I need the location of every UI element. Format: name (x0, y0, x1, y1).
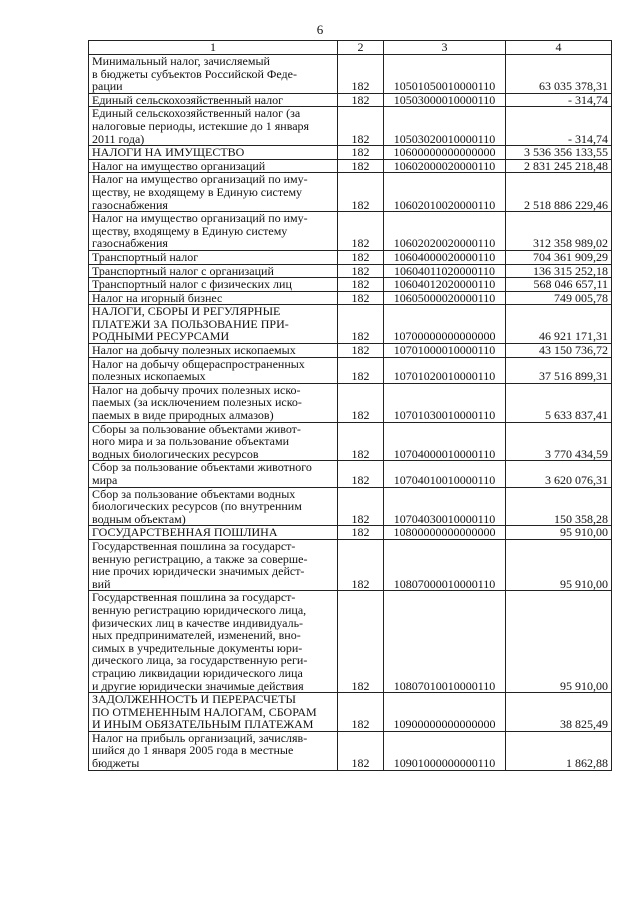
row-amount: 3 536 356 133,55 (506, 146, 612, 160)
row-admin-code: 182 (338, 693, 384, 732)
row-amount: 38 825,49 (506, 693, 612, 732)
row-kbk-code: 10605000020000110 (384, 291, 506, 305)
row-admin-code: 182 (338, 422, 384, 461)
row-admin-code: 182 (338, 731, 384, 770)
row-amount: 43 150 736,72 (506, 344, 612, 358)
row-admin-code: 182 (338, 344, 384, 358)
row-amount: 704 361 909,29 (506, 250, 612, 264)
table-row (89, 55, 612, 94)
row-admin-code: 182 (338, 93, 384, 107)
row-admin-code: 182 (338, 173, 384, 212)
table-header-row (89, 41, 612, 55)
row-name: Минимальный налог, зачисляемый в бюджеты субъектов Российской Феде- рации (89, 55, 338, 94)
row-name: ГОСУДАРСТВЕННАЯ ПОШЛИНА (89, 526, 338, 540)
row-amount: 2 831 245 218,48 (506, 159, 612, 173)
row-kbk-code: 10807000010000110 (384, 539, 506, 590)
table-row (89, 487, 612, 526)
row-admin-code: 182 (338, 291, 384, 305)
row-name: Налог на добычу общераспространенных полезных ископаемых (89, 357, 338, 383)
budget-revenue-table (88, 40, 612, 771)
row-kbk-code: 10602020020000110 (384, 212, 506, 251)
row-amount: 5 633 837,41 (506, 383, 612, 422)
row-kbk-code: 10501050010000110 (384, 55, 506, 94)
row-amount: 95 910,00 (506, 526, 612, 540)
row-kbk-code: 10700000000000000 (384, 305, 506, 344)
row-kbk-code: 10600000000000000 (384, 146, 506, 160)
row-admin-code: 182 (338, 305, 384, 344)
row-amount: 312 358 989,02 (506, 212, 612, 251)
row-amount: 568 046 657,11 (506, 278, 612, 292)
row-name: Единый сельскохозяйственный налог (за налоговые периоды, истекшие до 1 января 2011 года) (89, 107, 338, 146)
column-header-3: 3 (384, 41, 506, 55)
row-kbk-code: 10503000010000110 (384, 93, 506, 107)
row-kbk-code: 10503020010000110 (384, 107, 506, 146)
table-row (89, 107, 612, 146)
table-row (89, 731, 612, 770)
row-name: Налог на добычу прочих полезных иско- паемых (за исключением полезных иско- паемых в виде природных алмазов) (89, 383, 338, 422)
column-header-2: 2 (338, 41, 384, 55)
table-row (89, 357, 612, 383)
row-name: Сбор за пользование объектами животного мира (89, 461, 338, 487)
row-name: Налог на добычу полезных ископаемых (89, 344, 338, 358)
row-name: ЗАДОЛЖЕННОСТЬ И ПЕРЕРАСЧЕТЫ ПО ОТМЕНЕННЫМ НАЛОГАМ, СБОРАМ И ИНЫМ ОБЯЗАТЕЛЬНЫМ ПЛАТЕЖАМ (89, 693, 338, 732)
row-name: Сборы за пользование объектами живот- ного мира и за пользование объектами водных биологических ресурсов (89, 422, 338, 461)
table-row (89, 693, 612, 732)
row-kbk-code: 10704000010000110 (384, 422, 506, 461)
row-admin-code: 182 (338, 250, 384, 264)
row-amount: - 314,74 (506, 93, 612, 107)
row-kbk-code: 10704030010000110 (384, 487, 506, 526)
row-kbk-code: 10800000000000000 (384, 526, 506, 540)
row-amount: 1 862,88 (506, 731, 612, 770)
row-name: Налог на прибыль организаций, зачисляв- шийся до 1 января 2005 года в местные бюджеты (89, 731, 338, 770)
row-amount: 2 518 886 229,46 (506, 173, 612, 212)
row-admin-code: 182 (338, 146, 384, 160)
row-kbk-code: 10604000020000110 (384, 250, 506, 264)
row-kbk-code: 10602010020000110 (384, 173, 506, 212)
row-name: Транспортный налог с организаций (89, 264, 338, 278)
row-admin-code: 182 (338, 539, 384, 590)
table-row (89, 250, 612, 264)
row-name: Транспортный налог с физических лиц (89, 278, 338, 292)
row-admin-code: 182 (338, 212, 384, 251)
table-row (89, 146, 612, 160)
table-row (89, 461, 612, 487)
table-row (89, 291, 612, 305)
row-amount: - 314,74 (506, 107, 612, 146)
row-admin-code: 182 (338, 461, 384, 487)
row-admin-code: 182 (338, 487, 384, 526)
row-admin-code: 182 (338, 383, 384, 422)
row-kbk-code: 10604012020000110 (384, 278, 506, 292)
row-amount: 3 770 434,59 (506, 422, 612, 461)
row-admin-code: 182 (338, 264, 384, 278)
column-header-4: 4 (506, 41, 612, 55)
table-row (89, 278, 612, 292)
row-admin-code: 182 (338, 55, 384, 94)
row-amount: 95 910,00 (506, 539, 612, 590)
row-admin-code: 182 (338, 591, 384, 693)
table-row (89, 422, 612, 461)
row-name: НАЛОГИ НА ИМУЩЕСТВО (89, 146, 338, 160)
row-name: Сбор за пользование объектами водных биологических ресурсов (по внутренним водным объектам) (89, 487, 338, 526)
row-amount: 749 005,78 (506, 291, 612, 305)
row-kbk-code: 10704010010000110 (384, 461, 506, 487)
row-name: Транспортный налог (89, 250, 338, 264)
row-amount: 136 315 252,18 (506, 264, 612, 278)
row-kbk-code: 10900000000000000 (384, 693, 506, 732)
page-number: 6 (316, 22, 324, 37)
row-name: Государственная пошлина за государст- венную регистрацию юридического лица, физических лиц в качестве индивидуаль- ных предпринимателей, изменений, вно- симых в учредительные документы юри- дического лица, за государственную реги- страцию ликвидации юридического лица и другие юридически значимые действия (89, 591, 338, 693)
row-kbk-code: 10604011020000110 (384, 264, 506, 278)
table-row (89, 591, 612, 693)
row-admin-code: 182 (338, 526, 384, 540)
row-kbk-code: 10701000010000110 (384, 344, 506, 358)
row-amount: 37 516 899,31 (506, 357, 612, 383)
row-name: Государственная пошлина за государст- венную регистрацию, а также за соверше- ние прочих юридически значимых дейст- вий (89, 539, 338, 590)
row-name: Единый сельскохозяйственный налог (89, 93, 338, 107)
column-header-1: 1 (89, 41, 338, 55)
row-amount: 63 035 378,31 (506, 55, 612, 94)
row-kbk-code: 10701020010000110 (384, 357, 506, 383)
table-row (89, 305, 612, 344)
row-kbk-code: 10701030010000110 (384, 383, 506, 422)
row-admin-code: 182 (338, 107, 384, 146)
row-amount: 95 910,00 (506, 591, 612, 693)
table-row (89, 93, 612, 107)
table-row (89, 159, 612, 173)
row-name: Налог на имущество организаций (89, 159, 338, 173)
row-kbk-code: 10602000020000110 (384, 159, 506, 173)
row-amount: 3 620 076,31 (506, 461, 612, 487)
row-admin-code: 182 (338, 159, 384, 173)
table-row (89, 383, 612, 422)
row-name: Налог на имущество организаций по иму- ществу, входящему в Единую систему газоснабжения (89, 212, 338, 251)
table-row (89, 539, 612, 590)
table-row (89, 212, 612, 251)
row-name: Налог на имущество организаций по иму- ществу, не входящему в Единую систему газоснабжения (89, 173, 338, 212)
row-amount: 46 921 171,31 (506, 305, 612, 344)
row-name: Налог на игорный бизнес (89, 291, 338, 305)
row-kbk-code: 10901000000000110 (384, 731, 506, 770)
table-row (89, 344, 612, 358)
row-admin-code: 182 (338, 278, 384, 292)
row-amount: 150 358,28 (506, 487, 612, 526)
row-kbk-code: 10807010010000110 (384, 591, 506, 693)
table-row (89, 173, 612, 212)
row-admin-code: 182 (338, 357, 384, 383)
table-row (89, 264, 612, 278)
table-row (89, 526, 612, 540)
row-name: НАЛОГИ, СБОРЫ И РЕГУЛЯРНЫЕ ПЛАТЕЖИ ЗА ПОЛЬЗОВАНИЕ ПРИ- РОДНЫМИ РЕСУРСАМИ (89, 305, 338, 344)
